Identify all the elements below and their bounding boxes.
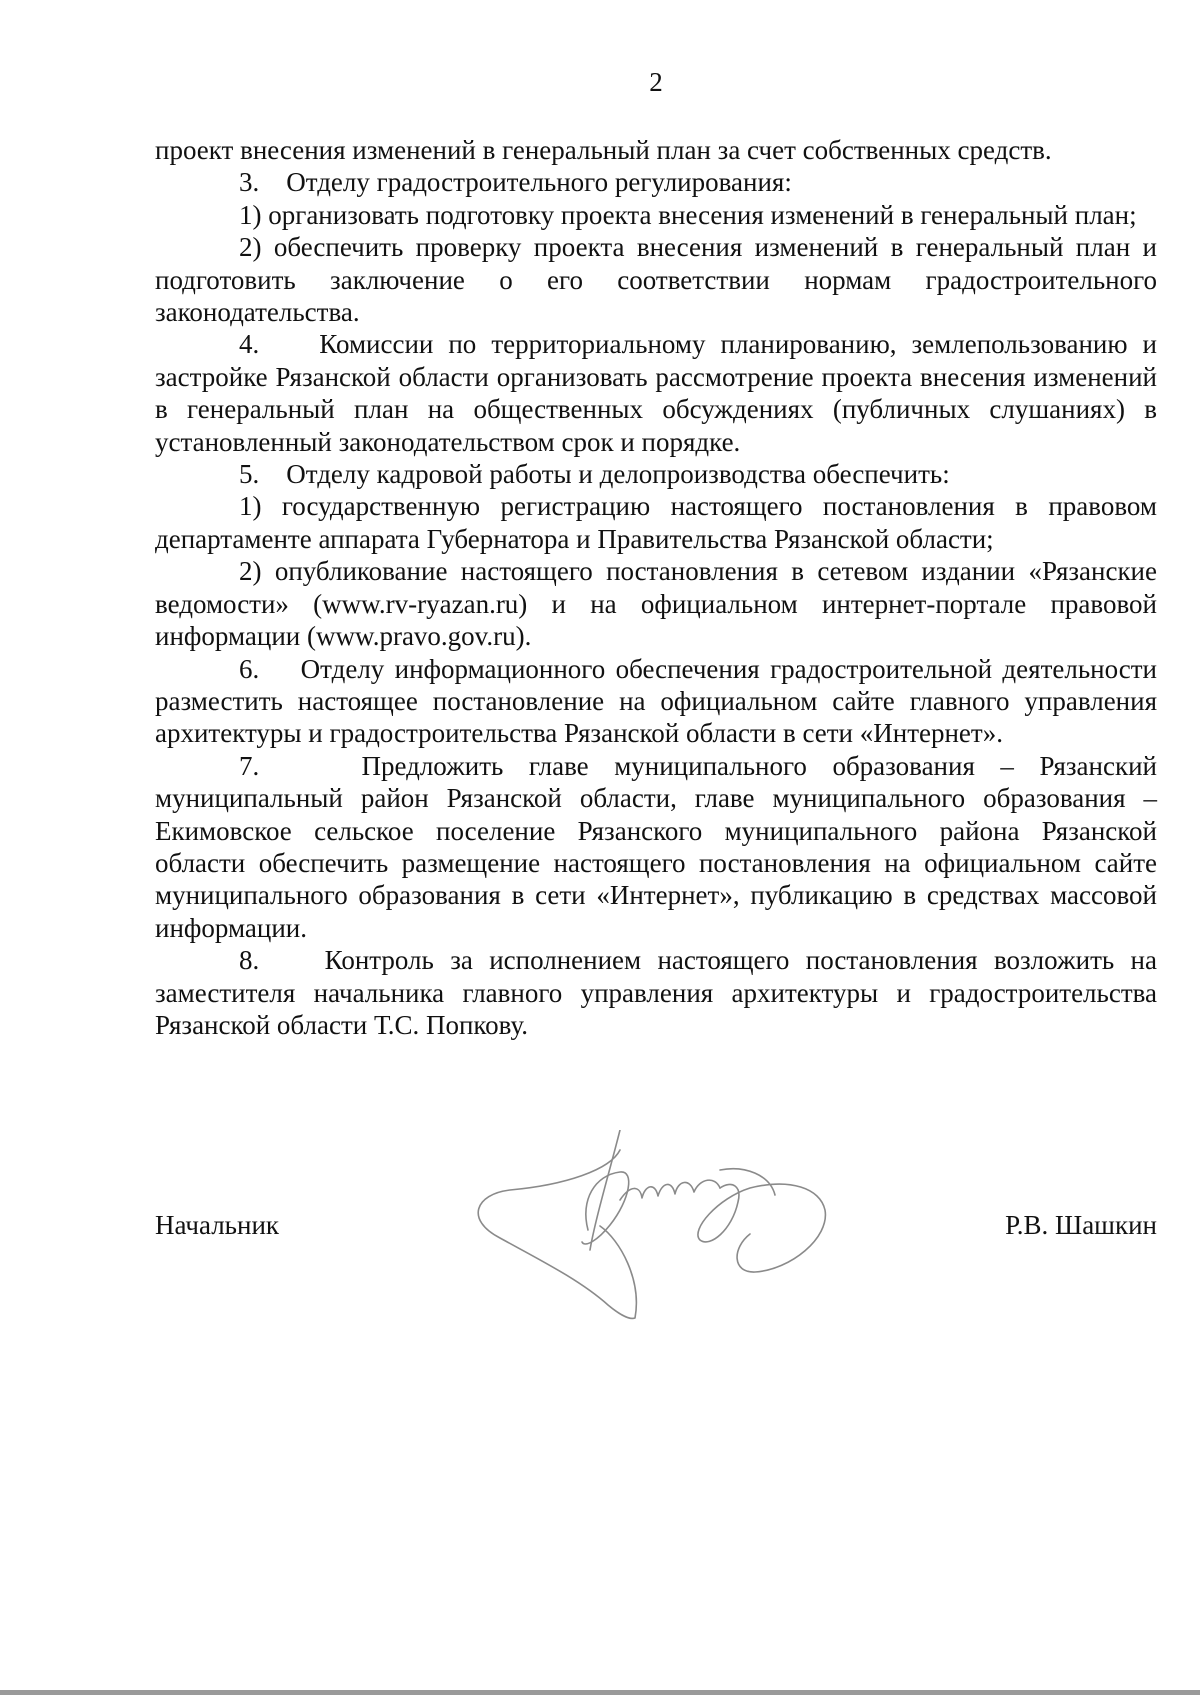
paragraph-item-8: 8. Контроль за исполнением настоящего постановления возложить на заместителя начальника главного управления архитектуры и градостроительства Рязанской области Т.С. Попкову. xyxy=(155,945,1157,1040)
paragraph-item-3-1: 1) организовать подготовку проекта внесения изменений в генеральный план; xyxy=(239,199,1137,230)
signatory-position: Начальник xyxy=(155,1210,280,1240)
paragraph-item-5-2: 2) опубликование настоящего постановления в сетевом издании «Рязанские ведомости» (www.rv-ryazan.ru) и на официальном интернет-портале правовой информации (www.pravo.gov.ru). xyxy=(155,556,1157,652)
signature-block xyxy=(155,1209,1157,1245)
paragraph-item-6: 6. Отделу информационного обеспечения градостроительной деятельности разместить настоящее постановление на официальном сайте главного управления архитектуры и градостроительства Рязанской области в сети «Интернет». xyxy=(155,653,1157,749)
scan-edge-divider xyxy=(0,1690,1200,1695)
paragraph-item-3-2: 2) обеспечить проверку проекта внесения изменений в генеральный план и подготовить заключение о его соответствии нормам градостроительного законодательства. xyxy=(155,232,1157,328)
signatory-name: Р.В. Шашкин xyxy=(1005,1210,1157,1240)
paragraph-1-tail: проект внесения изменений в генеральный план за счет собственных средств. xyxy=(155,135,1052,165)
paragraph-item-5: 5. Отделу кадровой работы и делопроизводства обеспечить: xyxy=(239,459,950,490)
paragraph-item-7: 7. Предложить главе муниципального образования – Рязанский муниципальный район Рязанской области, главе муниципального образования – Екимовское сельское поселение Рязанского муниципального района Рязанской области обеспечить размещение настоящего постановления на официальном сайте муниципального образования в сети «Интернет», публикацию в средствах массовой информации. xyxy=(155,750,1157,943)
paragraph-item-3: 3. Отделу градостроительного регулирования: xyxy=(239,167,792,198)
document-body xyxy=(155,134,1157,1041)
page-number: 2 xyxy=(649,67,663,97)
paragraph-item-5-1: 1) государственную регистрацию настоящего постановления в правовом департаменте аппарата Губернатора и Правительства Рязанской области; xyxy=(155,491,1157,554)
paragraph-item-4: 4. Комиссии по территориальному планированию, землепользованию и застройке Рязанской области организовать рассмотрение проекта внесения изменений в генеральный план на общественных обсуждениях (публичных слушаниях) в установленный законодательством срок и порядке. xyxy=(155,329,1157,457)
